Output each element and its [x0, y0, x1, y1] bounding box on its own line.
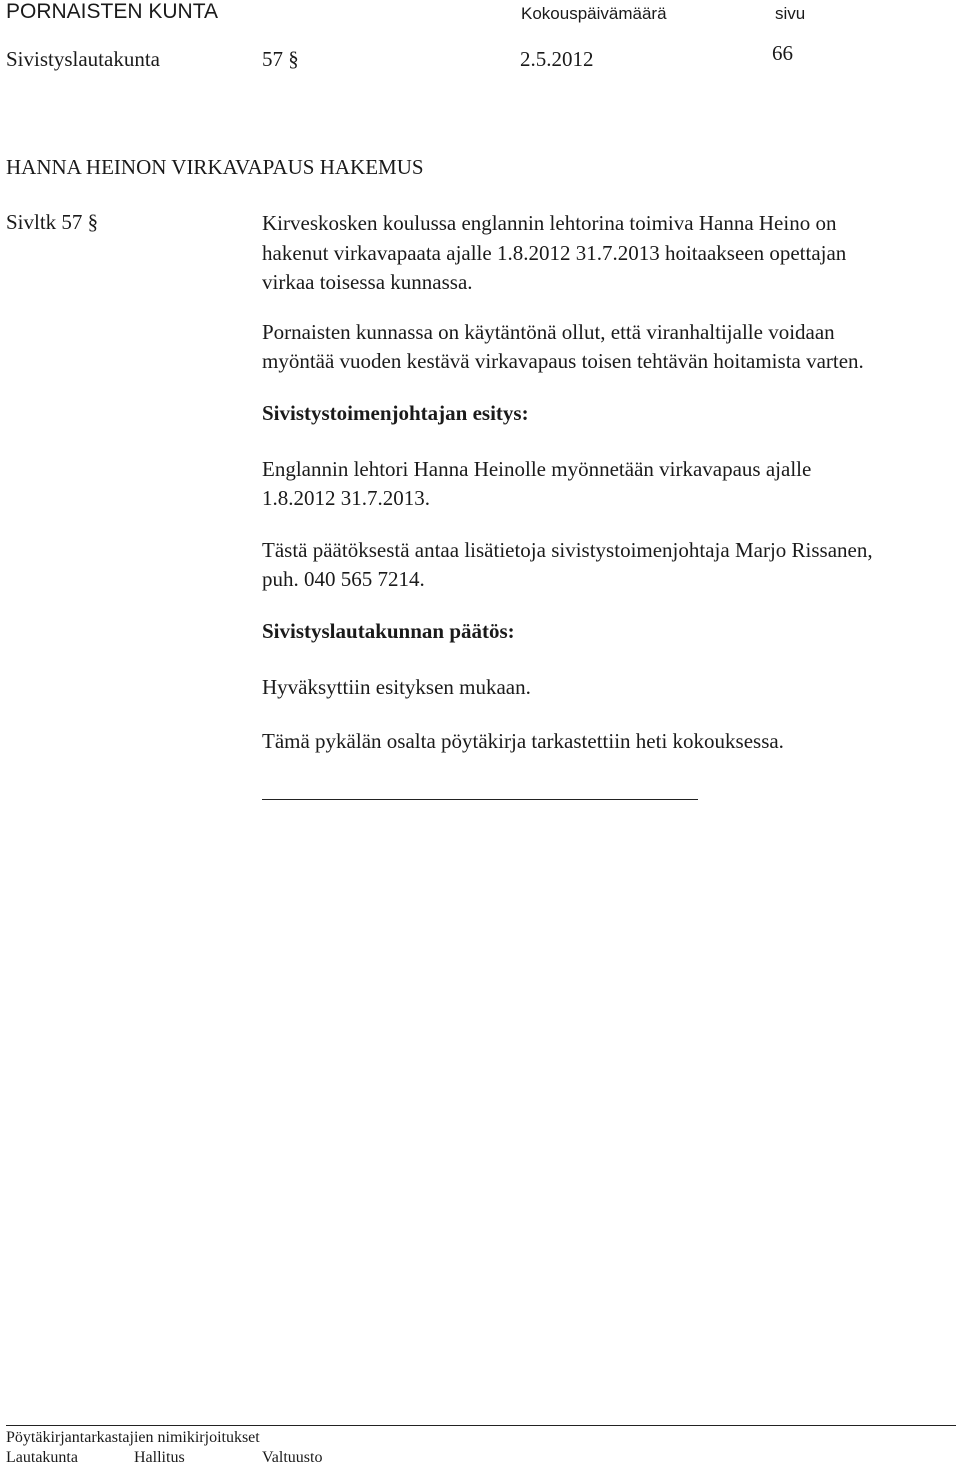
footer-government: Hallitus	[134, 1449, 185, 1466]
paragraph-2-line-1: Pornaisten kunnassa on käytäntönä ollut, että viranhaltijalle voidaan	[262, 320, 835, 344]
section-number-value: 57	[262, 47, 283, 71]
paragraph-4-line-1: Tästä päätöksestä antaa lisätietoja sivistystoimenjohtaja Marjo Rissanen,	[262, 538, 873, 562]
meeting-date-label: Kokouspäivämäärä	[521, 4, 667, 23]
footer-council: Valtuusto	[262, 1449, 323, 1466]
paragraph-2-line-2: myöntää vuoden kestävä virkavapaus toisen tehtävän hoitamista varten.	[262, 349, 864, 373]
decision-heading: Sivistyslautakunnan päätös:	[262, 619, 515, 643]
signatures-label: Pöytäkirjantarkastajien nimikirjoitukset	[6, 1429, 260, 1446]
page-number: 66	[772, 41, 793, 65]
section-reference: Sivltk 57 §	[6, 210, 99, 234]
paragraph-3-line-2: 1.8.2012 31.7.2013.	[262, 486, 430, 510]
page-label: sivu	[775, 4, 806, 23]
paragraph-1-line-1: Kirveskosken koulussa englannin lehtorina toimiva Hanna Heino on	[262, 211, 837, 235]
section-end-rule	[262, 799, 698, 800]
section-sign: §	[288, 47, 299, 71]
board-name: Sivistyslautakunta	[6, 47, 160, 71]
meeting-date: 2.5.2012	[520, 47, 594, 71]
paragraph-6: Tämä pykälän osalta pöytäkirja tarkastettiin heti kokouksessa.	[262, 729, 784, 753]
footer-rule	[6, 1425, 956, 1426]
paragraph-3-line-1: Englannin lehtori Hanna Heinolle myönnetään virkavapaus ajalle	[262, 457, 812, 481]
municipality-name: PORNAISTEN KUNTA	[6, 0, 218, 23]
paragraph-4-line-2: puh. 040 565 7214.	[262, 567, 425, 591]
proposal-heading: Sivistystoimenjohtajan esitys:	[262, 401, 529, 425]
paragraph-1-line-3: virkaa toisessa kunnassa.	[262, 270, 473, 294]
section-number	[262, 47, 299, 72]
paragraph-1-line-2: hakenut virkavapaata ajalle 1.8.2012 31.7.2013 hoitaakseen opettajan	[262, 241, 847, 265]
paragraph-5: Hyväksyttiin esityksen mukaan.	[262, 675, 531, 699]
footer-board: Lautakunta	[6, 1449, 78, 1466]
document-title: HANNA HEINON VIRKAVAPAUS HAKEMUS	[6, 155, 424, 179]
